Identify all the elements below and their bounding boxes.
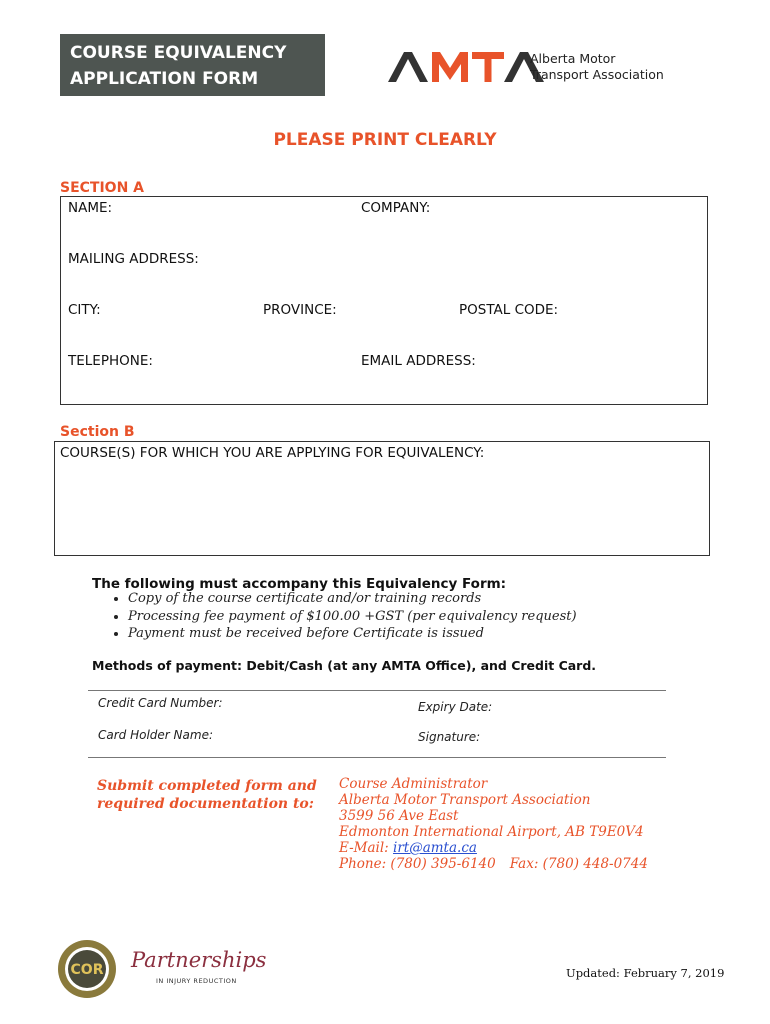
province-field[interactable]: PROVINCE:	[263, 302, 337, 318]
contact-email-row	[339, 840, 648, 856]
section-a-box	[60, 196, 708, 405]
divider	[88, 690, 666, 691]
requirements-list	[96, 590, 577, 643]
cor-seal-icon	[56, 938, 118, 1000]
credit-card-number-field[interactable]: Credit Card Number:	[98, 696, 223, 710]
name-field[interactable]: NAME:	[68, 200, 113, 216]
email-link[interactable]: irt@amta.ca	[393, 840, 477, 856]
contact-line4: Edmonton International Airport, AB T9E0V4	[339, 824, 644, 840]
section-b-label: Section B	[60, 424, 135, 440]
amta-logo-text: AMTA	[386, 44, 389, 45]
list-item: • Copy of the course certificate and/or training records	[128, 590, 577, 608]
section-a-label: SECTION A	[60, 180, 145, 196]
card-holder-name-field[interactable]: Card Holder Name:	[98, 728, 213, 742]
city-field[interactable]: CITY:	[68, 302, 101, 318]
logo-sub-line2: Transport Association	[530, 67, 664, 82]
list-item: • Processing fee payment of $100.00 +GST (per equivalency request)	[128, 608, 577, 626]
email-field[interactable]: EMAIL ADDRESS:	[361, 353, 476, 369]
contact-phone-row	[339, 856, 648, 872]
print-clearly-notice: PLEASE PRINT CLEARLY	[273, 130, 497, 150]
form-title-box	[60, 34, 325, 96]
contact-line1: Course Administrator	[339, 776, 488, 792]
requirements-title: The following must accompany this Equivalency Form:	[92, 576, 507, 592]
postal-code-field[interactable]: POSTAL CODE:	[459, 302, 559, 318]
injury-reduction-text: IN INJURY REDUCTION	[156, 977, 237, 985]
amta-logo-letter-a1	[388, 52, 428, 82]
mailing-address-field[interactable]: MAILING ADDRESS:	[68, 251, 199, 267]
expiry-date-field[interactable]: Expiry Date:	[418, 700, 493, 714]
contact-line2: Alberta Motor Transport Association	[339, 792, 591, 808]
divider	[88, 757, 666, 758]
logo-sub-line1: Alberta Motor	[530, 51, 616, 66]
payment-methods: Methods of payment: Debit/Cash (at any AMTA Office), and Credit Card.	[92, 658, 597, 673]
cor-seal-text: COR	[70, 962, 104, 978]
form-title-line1: COURSE EQUIVALENCY	[70, 43, 287, 63]
contact-line3: 3599 56 Ave East	[339, 808, 459, 824]
amta-logo-subtitle	[530, 51, 664, 83]
partnerships-logo: Partnerships	[131, 948, 267, 972]
contact-block	[339, 776, 648, 872]
amta-logo-letter-m	[432, 52, 468, 82]
company-field[interactable]: COMPANY:	[361, 200, 431, 216]
phone-text: Phone: (780) 395-6140	[339, 856, 496, 872]
fax-text: Fax: (780) 448-0744	[509, 856, 648, 872]
form-title-line2: APPLICATION FORM	[70, 69, 259, 89]
list-item: • Payment must be received before Certificate is issued	[128, 625, 577, 643]
amta-logo-letter-t	[472, 52, 504, 82]
signature-field[interactable]: Signature:	[418, 730, 481, 744]
updated-date: Updated: February 7, 2019	[566, 966, 725, 980]
email-label: E-Mail:	[339, 840, 394, 856]
telephone-field[interactable]: TELEPHONE:	[68, 353, 153, 369]
submit-instructions: Submit completed form and required documentation to:	[97, 778, 317, 812]
courses-field: COURSE(S) FOR WHICH YOU ARE APPLYING FOR EQUIVALENCY:	[60, 445, 485, 461]
